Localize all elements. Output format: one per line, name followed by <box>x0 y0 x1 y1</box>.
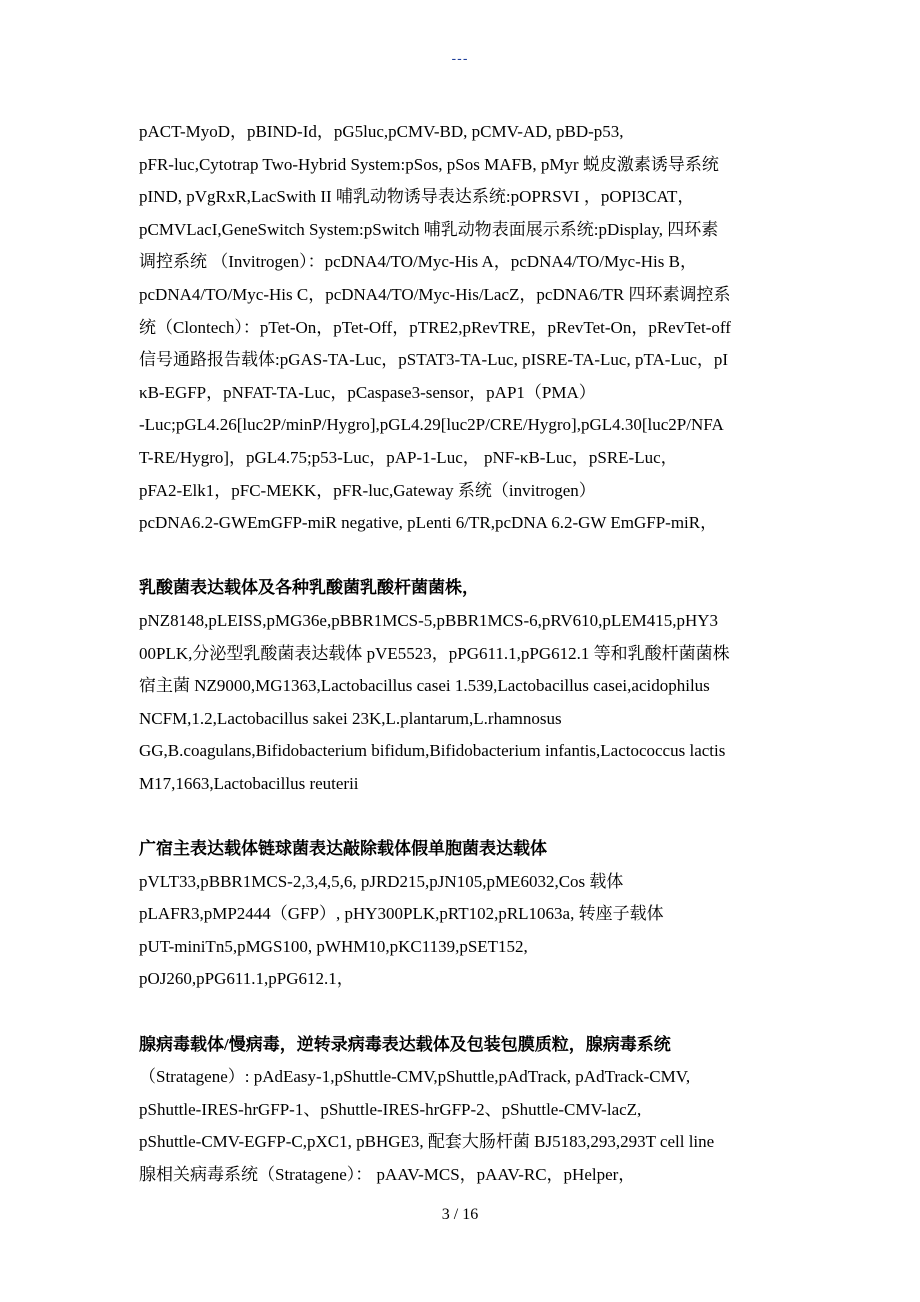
text-line: pUT-miniTn5,pMGS100, pWHM10,pKC1139,pSET152, <box>139 936 528 956</box>
text-line: 调控系统 （Invitrogen）：pcDNA4/TO/Myc-His A，pcDNA4/TO/Myc-His B， <box>139 252 697 272</box>
page-header-mark: --- <box>451 50 469 66</box>
section-vector-systems <box>139 116 799 540</box>
page-number: 3 / 16 <box>441 1206 479 1223</box>
text-line: 统（Clontech）：pTet-On，pTet-Off，pTRE2,pRevTRE，pRevTet-On，pRevTet-off <box>139 317 731 337</box>
section-heading: 乳酸菌表达载体及各种乳酸菌乳酸杆菌菌株， <box>139 578 479 598</box>
text-line: pIND, pVgRxR,LacSwith II 哺乳动物诱导表达系统:pOPRSVI ，pOPI3CAT， <box>139 187 695 207</box>
text-line: T-RE/Hygro]，pGL4.75;p53-Luc，pAP-1-Luc， pNF-κB-Luc，pSRE-Luc， <box>139 447 678 467</box>
text-line: pACT-MyoD，pBIND-Id，pG5luc,pCMV-BD, pCMV-AD, pBD-p53, <box>139 122 624 141</box>
section-broad-host <box>139 833 799 996</box>
text-line: NCFM,1.2,Lactobacillus sakei 23K,L.plantarum,L.rhamnosus <box>139 708 562 728</box>
text-line: 宿主菌 NZ9000,MG1363,Lactobacillus casei 1.539,Lactobacillus casei,acidophilus <box>139 676 710 696</box>
text-line: M17,1663,Lactobacillus reuterii <box>139 773 359 793</box>
text-line: 00PLK,分泌型乳酸菌表达载体 pVE5523，pPG611.1,pPG612.1 等和乳酸杆菌菌株 <box>139 643 730 663</box>
paragraph-gap <box>139 800 799 833</box>
text-line: pcDNA6.2-GWEmGFP-miR negative, pLenti 6/TR,pcDNA 6.2-GW EmGFP-miR， <box>139 513 718 533</box>
text-line: pLAFR3,pMP2444（GFP）, pHY300PLK,pRT102,pRL1063a, 转座子载体 <box>139 904 664 924</box>
text-line: κB-EGFP，pNFAT-TA-Luc，pCaspase3-sensor，pAP1（PMA） <box>139 382 596 402</box>
text-line: pShuttle-IRES-hrGFP-1、pShuttle-IRES-hrGFP-2、pShuttle-CMV-lacZ, <box>139 1099 642 1119</box>
text-line: pVLT33,pBBR1MCS-2,3,4,5,6, pJRD215,pJN105,pME6032,Cos 载体 <box>139 871 624 891</box>
text-line: 腺相关病毒系统（Stratagene）： pAAV-MCS，pAAV-RC，pHelper， <box>139 1165 636 1184</box>
section-lactobacillus <box>139 572 799 800</box>
text-line: pOJ260,pPG611.1,pPG612.1， <box>139 969 354 989</box>
text-line: pCMVLacI,GeneSwitch System:pSwitch 哺乳动物表面展示系统:pDisplay, 四环素 <box>139 219 719 239</box>
paragraph-gap <box>139 540 799 573</box>
text-line: pFA2-Elk1，pFC-MEKK，pFR-luc,Gateway 系统（invitrogen） <box>139 480 596 500</box>
text-line: -Luc;pGL4.26[luc2P/minP/Hygro],pGL4.29[luc2P/CRE/Hygro],pGL4.30[luc2P/NFA <box>139 415 724 435</box>
text-line: （Stratagene）: pAdEasy-1,pShuttle-CMV,pShuttle,pAdTrack, pAdTrack-CMV, <box>139 1067 691 1087</box>
section-heading: 广宿主表达载体链球菌表达敲除载体假单胞菌表达载体 <box>139 839 547 859</box>
section-heading: 腺病毒载体/慢病毒，逆转录病毒表达载体及包装包膜质粒，腺病毒系统 <box>139 1034 671 1054</box>
paragraph-gap <box>139 996 799 1029</box>
text-line: pcDNA4/TO/Myc-His C，pcDNA4/TO/Myc-His/LacZ，pcDNA6/TR 四环素调控系 <box>139 284 731 304</box>
text-line: pFR-luc,Cytotrap Two-Hybrid System:pSos, pSos MAFB, pMyr 蜕皮激素诱导系统 <box>139 154 719 174</box>
text-line: 信号通路报告载体:pGAS-TA-Luc，pSTAT3-TA-Luc, pISRE-TA-Luc, pTA-Luc，pI <box>139 350 729 370</box>
text-line: GG,B.coagulans,Bifidobacterium bifidum,Bifidobacterium infantis,Lactococcus lactis <box>139 741 726 761</box>
text-line: pShuttle-CMV-EGFP-C,pXC1, pBHGE3, 配套大肠杆菌 BJ5183,293,293T cell line <box>139 1132 715 1152</box>
document-body <box>139 116 799 1192</box>
section-adenovirus <box>139 1029 799 1192</box>
text-line: pNZ8148,pLEISS,pMG36e,pBBR1MCS-5,pBBR1MCS-6,pRV610,pLEM415,pHY3 <box>139 610 719 630</box>
